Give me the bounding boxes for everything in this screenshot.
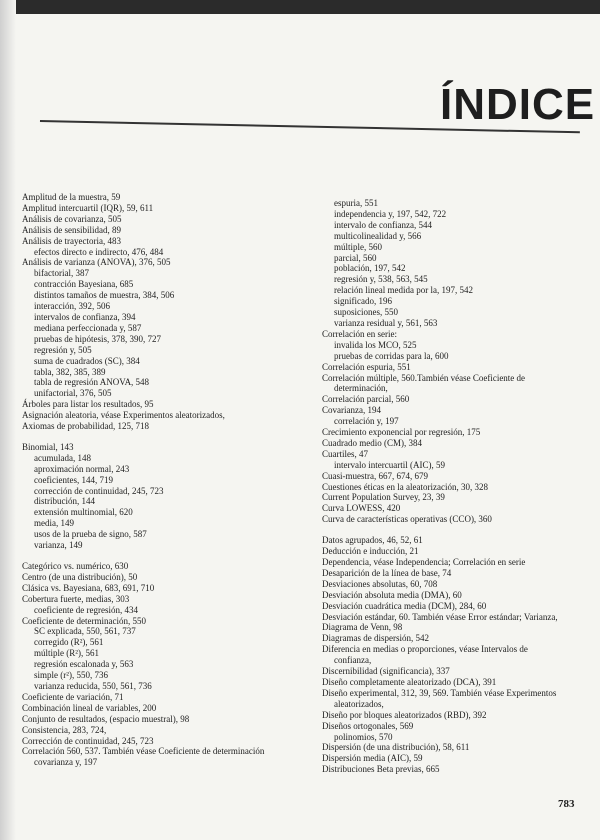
index-subentry: significado, 196	[334, 296, 392, 307]
index-entry: Análisis de trayectoria, 483	[22, 235, 121, 246]
index-subentry: intervalo de confianza, 544	[334, 219, 432, 230]
index-subentry: acumulada, 148	[34, 452, 91, 463]
index-entry: Desviaciones absolutas, 60, 708	[322, 578, 438, 589]
index-column-right	[322, 198, 592, 775]
index-subentry: pruebas de hipótesis, 378, 390, 727	[34, 333, 161, 344]
index-entry: Diseño experimental, 312, 39, 569. También véase Experimentos	[322, 687, 557, 698]
index-subentry: corregido (R²), 561	[34, 637, 104, 648]
index-entry: Diferencia en medias o proporciones, véase Intervalos de	[322, 644, 528, 655]
index-subentry: relación lineal medida por la, 197, 542	[334, 285, 473, 296]
index-entry: Datos agrupados, 46, 52, 61	[322, 535, 423, 546]
index-entry: Conjunto de resultados, (espacio muestral), 98	[22, 713, 190, 724]
index-subentry: covarianza y, 197	[34, 757, 98, 768]
index-subentry: coeficientes, 144, 719	[34, 474, 113, 485]
index-entry: Clásica vs. Bayesiana, 683, 691, 710	[22, 582, 155, 593]
index-subentry: intervalo intercuartil (AIC), 59	[334, 459, 445, 470]
index-entry: Dispersión (de una distribución), 58, 611	[322, 742, 470, 753]
index-subentry: polinomios, 570	[334, 731, 393, 742]
index-entry: Correlación parcial, 560	[322, 394, 410, 405]
index-entry: Cobertura fuerte, medias, 303	[22, 593, 130, 604]
index-entry: Correlación en serie:	[322, 328, 397, 339]
index-subentry: varianza residual y, 561, 563	[334, 317, 438, 328]
index-entry: Covarianza, 194	[322, 405, 381, 416]
index-subentry: simple (r²), 550, 736	[34, 670, 108, 681]
index-subentry: unifactorial, 376, 505	[34, 388, 112, 399]
index-entry: Cuestiones éticas en la aleatorización, 30, 328	[322, 481, 488, 492]
index-subentry: regresión escalonada y, 563	[34, 659, 134, 670]
index-entry: Corrección de continuidad, 245, 723	[22, 735, 154, 746]
index-subentry: regresión y, 505	[34, 344, 92, 355]
index-entry: Crecimiento exponencial por regresión, 175	[322, 427, 481, 438]
index-subentry: múltiple, 560	[334, 241, 382, 252]
index-subentry: suma de cuadrados (SC), 384	[34, 355, 140, 366]
index-entry: Curva LOWESS, 420	[322, 503, 401, 514]
index-entry: Diseño completamente aleatorizado (DCA), 391	[322, 676, 497, 687]
index-entry: Coeficiente de variación, 71	[22, 691, 124, 702]
index-entry: Análisis de sensibilidad, 89	[22, 224, 121, 235]
index-entry: Dependencia, véase Independencia; Correlación en serie	[322, 557, 526, 567]
index-entry: Axiomas de probabilidad, 125, 718	[22, 421, 149, 432]
index-subentry: aleatorizados,	[334, 698, 384, 709]
index-subentry: suposiciones, 550	[334, 307, 398, 318]
index-entry: Correlación múltiple, 560.También véase Coeficiente de	[322, 372, 526, 383]
index-entry: Diseño por bloques aleatorizados (RBD), 392	[322, 709, 487, 720]
index-subentry: invalida los MCO, 525	[334, 339, 417, 350]
index-entry: Desviación absoluta media (DMA), 60	[322, 589, 462, 600]
index-entry: Discernibilidad (significancia), 337	[322, 666, 450, 677]
index-entry: Coeficiente de determinación, 550	[22, 615, 146, 626]
index-subentry: tabla de regresión ANOVA, 548	[34, 377, 150, 388]
entry-gap	[22, 551, 312, 561]
entry-gap	[322, 525, 592, 535]
entry-gap	[22, 432, 312, 442]
index-subentry: extensión multinomial, 620	[34, 507, 133, 518]
index-subentry: regresión y, 538, 563, 545	[334, 274, 428, 285]
index-subentry: aproximación normal, 243	[34, 463, 130, 474]
index-entry: Análisis de covarianza, 505	[22, 213, 122, 224]
index-subentry: determinación,	[334, 383, 388, 394]
index-entry: Análisis de varianza (ANOVA), 376, 505	[22, 257, 171, 268]
index-subentry: SC explicada, 550, 561, 737	[34, 626, 136, 637]
index-subentry: coeficiente de regresión, 434	[34, 604, 138, 615]
index-subentry: multicolinealidad y, 566	[334, 230, 422, 241]
index-subentry: confianza,	[334, 655, 372, 666]
index-entry: Deducción e inducción, 21	[322, 546, 419, 557]
index-entry: Desviación cuadrática media (DCM), 284, 60	[322, 600, 487, 611]
index-entry: Desaparición de la línea de base, 74	[322, 567, 452, 578]
index-column-left	[22, 192, 312, 768]
index-entry: Correlación 560, 537. También véase Coeficiente de determinación	[22, 746, 265, 757]
index-entry: Categórico vs. numérico, 630	[22, 561, 129, 571]
index-subentry: mediana perfeccionada y, 587	[34, 322, 142, 333]
index-entry: Asignación aleatoria, véase Experimentos aleatorizados,	[22, 410, 225, 421]
page-number: 783	[558, 798, 575, 810]
index-entry: Cuadrado medio (CM), 384	[322, 437, 422, 448]
index-entry: Diagramas de dispersión, 542	[322, 633, 429, 644]
index-subentry: varianza, 149	[34, 540, 83, 551]
index-subentry: intervalos de confianza, 394	[34, 311, 136, 322]
index-subentry: correlación y, 197	[334, 416, 399, 427]
index-subentry: usos de la prueba de signo, 587	[34, 529, 147, 540]
index-entry: Consistencia, 283, 724,	[22, 724, 107, 735]
index-subentry: parcial, 560	[334, 252, 377, 263]
index-subentry: efectos directo e indirecto, 476, 484	[34, 246, 164, 257]
index-subentry: múltiple (R²), 561	[34, 648, 99, 659]
index-subentry: tabla, 382, 385, 389	[34, 366, 106, 377]
index-subentry: independencia y, 197, 542, 722	[334, 208, 447, 219]
page-title: ÍNDICE	[440, 80, 596, 129]
index-subentry: media, 149	[34, 518, 74, 529]
index-entry: Amplitud de la muestra, 59	[22, 192, 121, 202]
index-subentry: población, 197, 542	[334, 263, 406, 274]
index-subentry: varianza reducida, 550, 561, 736	[34, 680, 152, 691]
index-entry: Diseños ortogonales, 569	[322, 720, 414, 731]
index-entry: Binomial, 143	[22, 441, 74, 452]
index-subentry: espuria, 551	[334, 198, 378, 208]
index-entry: Distribuciones Beta previas, 665	[322, 764, 440, 775]
index-entry: Combinación lineal de variables, 200	[22, 702, 157, 713]
index-entry: Desviación estándar, 60. También véase Error estándar; Varianza,	[322, 611, 558, 622]
index-entry: Centro (de una distribución), 50	[22, 571, 138, 582]
index-subentry: interacción, 392, 506	[34, 301, 110, 312]
index-subentry: corrección de continuidad, 245, 723	[34, 485, 164, 496]
index-entry: Diagrama de Venn, 98	[322, 622, 403, 633]
index-subentry: pruebas de corridas para la, 600	[334, 350, 449, 361]
page-top-shadow	[0, 0, 600, 14]
index-entry: Correlación espuria, 551	[322, 361, 411, 372]
page-binding-shadow	[0, 0, 16, 840]
index-entry: Cuartiles, 47	[322, 448, 368, 459]
index-subentry: distintos tamaños de muestra, 384, 506	[34, 290, 175, 301]
index-subentry: bifactorial, 387	[34, 268, 89, 279]
index-subentry: distribución, 144	[34, 496, 95, 507]
index-subentry: contracción Bayesiana, 685	[34, 279, 134, 290]
index-entry: Amplitud intercuartil (IQR), 59, 611	[22, 202, 154, 213]
index-entry: Dispersión media (AIC), 59	[322, 753, 423, 764]
index-entry: Curva de características operativas (CCO), 360	[322, 514, 492, 525]
index-entry: Árboles para listar los resultados, 95	[22, 399, 154, 410]
index-entry: Cuasi-muestra, 667, 674, 679	[322, 470, 428, 481]
index-entry: Current Population Survey, 23, 39	[322, 492, 445, 503]
